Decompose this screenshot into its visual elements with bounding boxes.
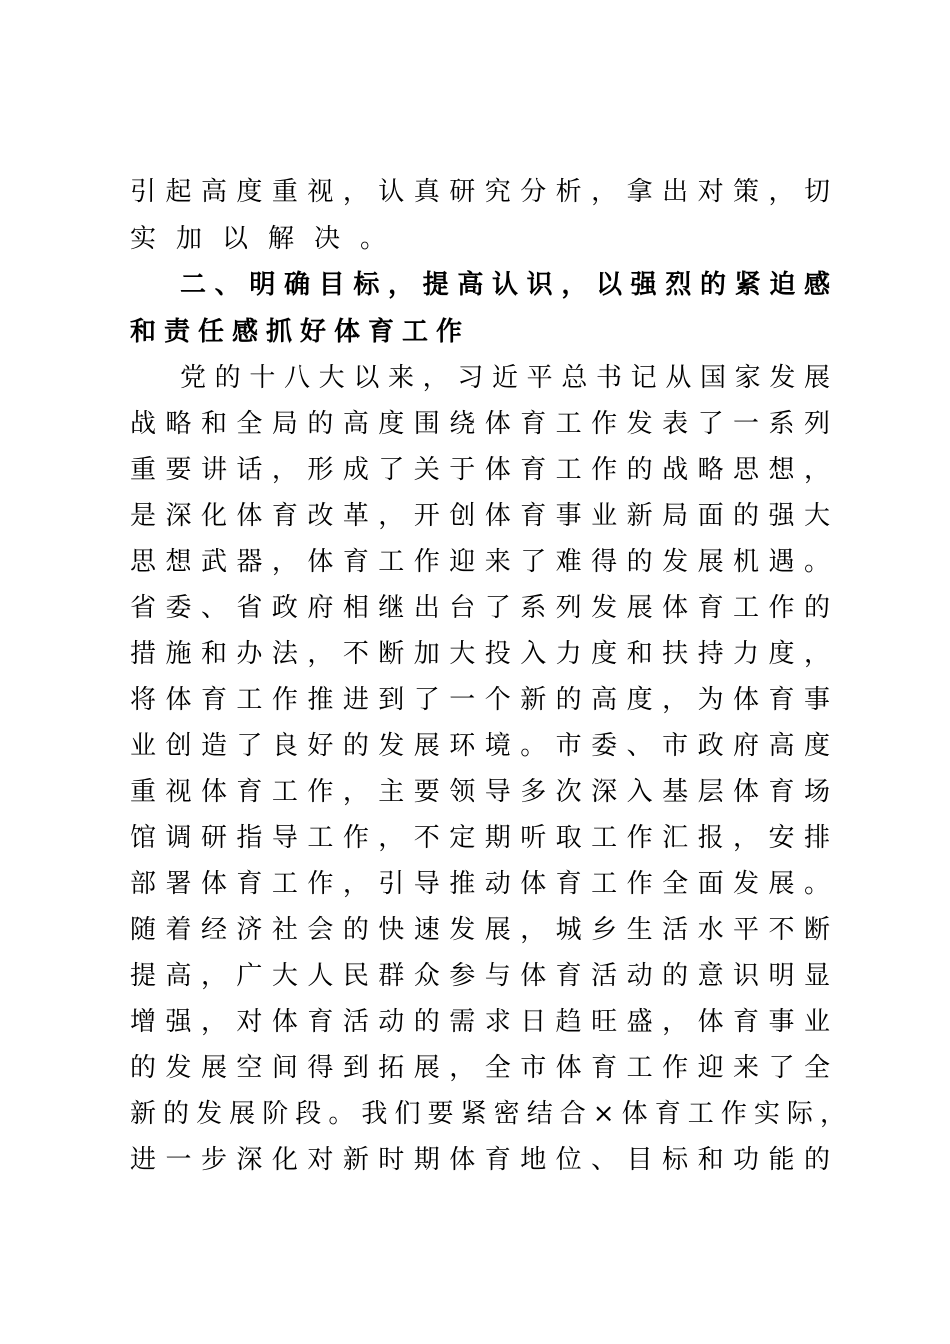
- paragraph-line: 增强，对体育活动的需求日趋旺盛，体育事业: [130, 1007, 830, 1037]
- paragraph-line: 随着经济社会的快速发展，城乡生活水平不断: [130, 915, 830, 945]
- paragraph-line: 进一步深化对新时期体育地位、目标和功能的: [130, 1145, 830, 1175]
- paragraph-line: 战略和全局的高度围绕体育工作发表了一系列: [130, 409, 830, 439]
- paragraph-line: 是深化体育改革，开创体育事业新局面的强大: [130, 501, 830, 531]
- paragraph-line: 新的发展阶段。我们要紧密结合×体育工作实际，: [130, 1099, 846, 1129]
- paragraph-line: 的发展空间得到拓展，全市体育工作迎来了全: [130, 1053, 830, 1083]
- paragraph-line: 措施和办法，不断加大投入力度和扶持力度，: [130, 639, 830, 669]
- paragraph-line: 业创造了良好的发展环境。市委、市政府高度: [130, 731, 830, 761]
- section-heading-line: 二、明确目标，提高认识，以强烈的紧迫感: [180, 270, 830, 300]
- paragraph-line: 部署体育工作，引导推动体育工作全面发展。: [130, 869, 830, 899]
- paragraph-line: 将体育工作推进到了一个新的高度，为体育事: [130, 685, 830, 715]
- paragraph-line: 重视体育工作，主要领导多次深入基层体育场: [130, 777, 830, 807]
- paragraph-line: 实加以解决。: [130, 224, 407, 254]
- paragraph-line: 馆调研指导工作，不定期听取工作汇报，安排: [130, 823, 830, 853]
- paragraph-line: 省委、省政府相继出台了系列发展体育工作的: [130, 593, 830, 623]
- paragraph-line: 提高，广大人民群众参与体育活动的意识明显: [130, 961, 830, 991]
- paragraph-line: 党的十八大以来，习近平总书记从国家发展: [180, 363, 830, 393]
- section-heading-line: 和责任感抓好体育工作: [130, 317, 471, 347]
- paragraph-line: 引起高度重视，认真研究分析，拿出对策，切: [130, 177, 830, 207]
- paragraph-line: 重要讲话，形成了关于体育工作的战略思想，: [130, 455, 830, 485]
- paragraph-line: 思想武器，体育工作迎来了难得的发展机遇。: [130, 547, 830, 577]
